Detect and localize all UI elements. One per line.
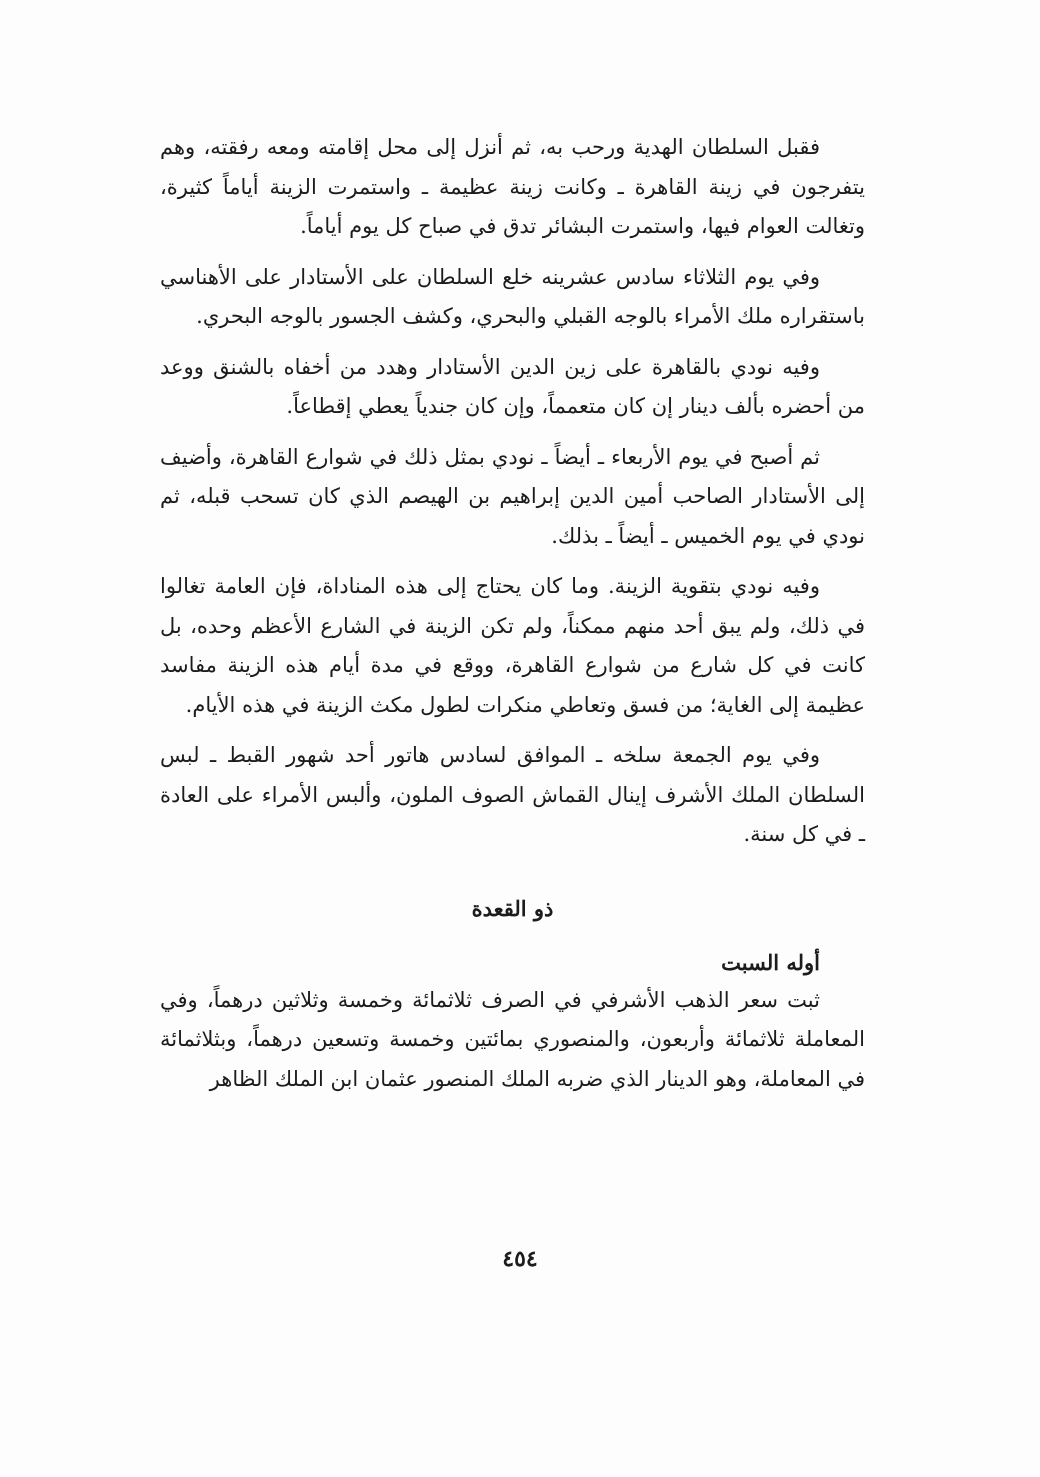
main-text	[160, 128, 865, 1110]
page-number: ٤٥٤	[502, 1246, 538, 1272]
paragraph-3	[160, 348, 865, 427]
section-heading: ذو القعدة	[471, 895, 554, 921]
paragraph-6-text: وفي يوم الجمعة سلخه ـ الموافق لسادس هاتور أحد شهور القبط ـ لبس السلطان الملك الأشرف إينال القماش الصوف الملون، وألبس الأمراء على العادة ـ في كل سنة.	[160, 743, 865, 846]
paragraph-5-text: وفيه نودي بتقوية الزينة. وما كان يحتاج إلى هذه المناداة، فإن العامة تغالوا في ذلك، ولم يبق أحد منهم ممكناً، ولم تكن الزينة في الشارع الأعظم وحده، بل كانت في كل شارع من شوارع القاهرة، ووقع في مدة أيام هذه الزينة مفاسد عظيمة إلى الغاية؛ من فسق وتعاطي منكرات لطول مكث الزينة في هذه الأيام.	[160, 574, 865, 717]
paragraph-5	[160, 567, 865, 725]
paragraph-3-text: وفيه نودي بالقاهرة على زين الدين الأستادار وهدد من أخفاه بالشنق ووعد من أحضره بألف دينار إن كان متعمماً، وإن كان جندياً يعطي إقطاعاً.	[160, 354, 865, 418]
paragraph-6	[160, 736, 865, 855]
section-paragraph-text: ثبت سعر الذهب الأشرفي في الصرف ثلاثمائة وخمسة وثلاثين درهماً، وفي المعاملة ثلاثمائة وأربعون، والمنصوري بمائتين وخمسة وتسعين درهماً، وبثلاثمائة في المعاملة، وهو الدينار الذي ضربه الملك المنصور عثمان ابن الملك الظاهر	[160, 987, 865, 1091]
section-paragraph	[160, 981, 865, 1100]
paragraph-1	[160, 128, 865, 247]
paragraph-2-text: وفي يوم الثلاثاء سادس عشرينه خلع السلطان على الأستادار على الأهناسي باستقراره ملك الأمراء بالوجه القبلي والبحري، وكشف الجسور بالوجه البحري.	[160, 264, 865, 328]
paragraph-4	[160, 438, 865, 557]
paragraph-4-text: ثم أصبح في يوم الأربعاء ـ أيضاً ـ نودي بمثل ذلك في شوارع القاهرة، وأضيف إلى الأستادار الصاحب أمين الدين إبراهيم بن الهيصم الذي كان تسحب قبله، ثم نودي في يوم الخميس ـ أيضاً ـ بذلك.	[160, 444, 865, 548]
paragraph-1-text: فقبل السلطان الهدية ورحب به، ثم أنزل إلى محل إقامته ومعه رفقته، وهم يتفرجون في زينة القاهرة ـ وكانت زينة عظيمة ـ واستمرت الزينة أياماً كثيرة، وتغالت العوام فيها، واستمرت البشائر تدق في صباح كل يوم أياماً.	[160, 135, 865, 238]
paragraph-2	[160, 258, 865, 337]
section-subheading: أوله السبت	[721, 949, 820, 975]
